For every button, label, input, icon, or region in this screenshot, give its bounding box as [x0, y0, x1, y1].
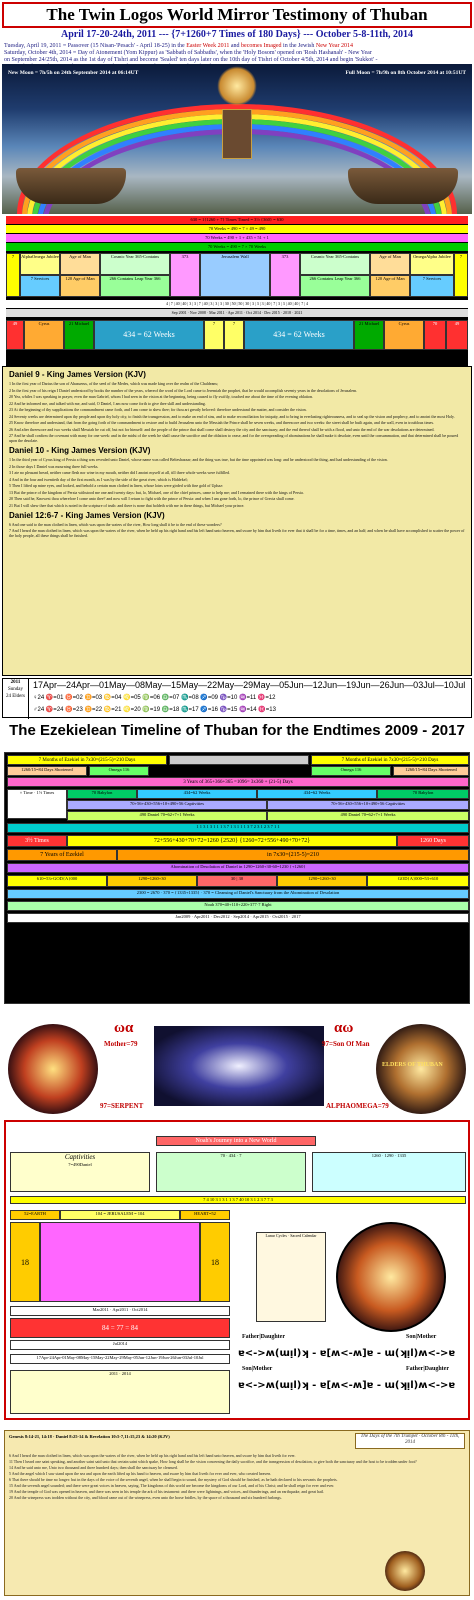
cell-49-left: 49 — [6, 320, 24, 350]
date-axis-1: Mar2011 · Apr2011 · Oct2014 — [10, 1306, 230, 1316]
cell-21-michael: 21 Michael — [64, 320, 94, 350]
textual-panel: Lunar Cycles · Sacred Calendar — [256, 1232, 326, 1322]
verse: 5 And the angel which I saw stand upon the sea and upon the earth lifted up his hand to heaven, and sware by him that liveth for ever and ever, who created heaven. — [9, 1471, 272, 1476]
elders-label: ELDERS OF THUBAN — [382, 1062, 443, 1068]
verse: 20 And the winepress was trodden without the city, and blood came out of the winepress, even unto the horse bridles, by the space of a thousand and six hundred furlongs. — [9, 1495, 282, 1500]
verse: 14 And he said unto me, Unto two thousand and three hundred days; then shall the sanctuary be cleansed. — [9, 1465, 178, 1470]
page-title: The Twin Logos World Mirror Testimony of Thuban — [46, 5, 428, 24]
ark-right-icon — [348, 168, 458, 204]
verse: 3 I ate no pleasant bread, neither came flesh nor wine in my mouth, neither did I anoint myself at all, till three whole weeks were fulfilled. — [9, 470, 231, 475]
frame3-number-row: 7 4 10 3 1 3 1 1 3 7 40 10 3 1 2 3 7 7 3 — [10, 1196, 466, 1204]
verse: 4 And in the four and twentieth day of the first month, as I was by the side of the great river, which is Hiddekel; — [9, 476, 188, 482]
cell-18b: 18 — [200, 1222, 230, 1302]
cell-age-man: Age of Man — [60, 253, 100, 275]
cell-434-egypt-b: 434=62 Weeks — [257, 789, 377, 799]
verse: 21 But I will shew thee that which is noted in the scripture of truth: and there is none that holdeth with me in these things, but Michael your prince. — [9, 502, 245, 508]
kjv-scripture-box — [2, 366, 472, 676]
cell-noah: Noah 370=40+110+220+377·7 Right — [7, 901, 469, 911]
calendar-legend — [3, 679, 29, 719]
cell-7-mid: 7 — [204, 320, 224, 350]
verse: 13 But the prince of the kingdom of Persia withstood me one and twenty days: but, lo, Michael, one of the chief princes, came to help me; and I remained there with the kings of Persia. — [9, 489, 304, 495]
earth-label: 52=EARTH — [10, 1210, 60, 1220]
father-daughter-label: Father|Daughter — [242, 1334, 285, 1340]
cell-captivities-b: 70+56+430+556+10+490+56 Captivities — [267, 800, 469, 810]
son-mother-label: Son|Mother — [406, 1334, 437, 1340]
intro-seg: becomes Imaged — [241, 43, 282, 49]
verse: 26 And after threescore and two weeks shall Messiah be cut off, but not for himself: and the people of the prince that shall come shall destroy the city and the sanctuary; and the end thereof shall be with a flood, and unto the end of the war desolations are determined. — [9, 426, 435, 432]
cosmic-images — [4, 1006, 470, 1116]
timeline2-number-row: 1 1 3 1 3 1 1 1 3 7 1 3 1 1 1 3 7 2 3 1 2 3 7 1 1 — [7, 823, 469, 833]
seal-orb-icon — [385, 1551, 425, 1591]
cell-7-services-b: 7 Services — [410, 275, 454, 297]
cell-266b: 266 Contains Leap Year 366 — [300, 275, 370, 297]
seal-banner: The Days of the 7th Trumpet · October 8th - 11th, 2014 — [355, 1433, 465, 1449]
cell-times-expr: 72+556+430+70+72=1260 {2520} {1260=72+556+490+70+72} — [67, 835, 397, 847]
nested-diagram — [40, 1222, 200, 1302]
figure-panel-icon — [222, 109, 252, 159]
cell-shortened: 1260/15=84 Days Shortened — [7, 766, 87, 776]
cell-434-62-weeks: 434 = 62 Weeks — [94, 320, 204, 350]
cell-cosmic-year: Cosmic Year 365-Contains — [100, 253, 170, 275]
cell-abomination: Abomination of Desolation of Daniel in 1290=1260+30-60=1230 {+1260} — [7, 863, 469, 873]
intro-line-2: Saturday, October 4th, 2014 = Day of Atonement (Yom Kippur) as 'Sabbath of Sabbaths', when the 'Holy Bosom' opened on 'Rosh Hashanah' - New Year — [4, 50, 372, 56]
cell-captivities: 70+56+430+556+10+490+56 Captivities — [67, 800, 267, 810]
new-moon-label: New Moon = 7h/5h on 24th September 2014 at 06:14UT — [8, 70, 139, 76]
cell-cyrus-b: Cyrus — [384, 320, 424, 350]
serpent-label: 97=SERPENT — [100, 1102, 144, 1110]
cell-cyrus: Cyrus — [24, 320, 64, 350]
cell-times-legend: × Time · 1½ Times — [7, 789, 67, 819]
date-label: Mar2011 — [92, 1307, 109, 1312]
planet-image-right — [376, 1024, 466, 1114]
full-moon-label: Full Moon = 7h/9h on 8th October 2014 at 10:51UT — [345, 70, 466, 76]
calendar-strip — [2, 678, 472, 718]
cell-18: 18 — [10, 1222, 40, 1302]
timeline-band-7x70: 70 Weeks = 490 = 7 × 70 Weeks — [6, 243, 468, 251]
verse: 2 In those days I Daniel was mourning three full weeks. — [9, 463, 99, 469]
title-box — [2, 2, 472, 28]
intro-seg: Easter Week 2011 — [186, 43, 230, 49]
calendar-row-1: ♀24 ♈=01 ♉=02 ♊=03 ♋=04 ♌=05 ♍=06 ♎=07 ♏=08 ♐=09 ♑=10 ♒=11 ♓=12 — [33, 695, 276, 701]
cell-omega-b: Omega 116 — [311, 766, 391, 776]
alpha-omega-symbol: ωα — [114, 1020, 134, 1036]
jerusalem-label: 104 = JERUSALEM = 104 — [60, 1210, 180, 1220]
bottom-scripture-box — [4, 1430, 470, 1596]
verse: 5 Then I lifted up mine eyes, and looked, and behold a certain man clothed in linen, whose loins were girded with fine gold of Uphaz: — [9, 483, 224, 488]
daniel-12-heading: Daniel 12:6-7 - King James Version (KJV) — [9, 510, 165, 520]
dates-row-frame3: 17Apr-24Apr-01May-08May-15May-22May-29May-05Jun-12Jun-19Jun-26Jun-03Jul-10Jul — [10, 1354, 230, 1364]
timeline-band-490: 70 Weeks = 490 + 1 + 435 + 51 + 1 — [6, 234, 468, 242]
verse: 23 At the beginning of thy supplications the commandment came forth, and I am come to shew thee; for thou art greatly beloved: therefore understand the matter, and consider the vision. — [9, 407, 307, 412]
timeline-1 — [6, 216, 468, 366]
cell-daniel-490-b: 490 Daniel 70=62+7+1 Weeks — [267, 811, 469, 821]
cell-610-b: GOD{A}000=53+610 — [367, 875, 469, 887]
captivities-box — [10, 1152, 150, 1192]
ark-left-icon — [16, 168, 126, 204]
intro-line-1 — [4, 43, 470, 50]
cell-1290: 1290=1260+30 — [107, 875, 197, 887]
verse: 6 And I heard the man clothed in linen, which was upon the waters of the river, when he held up his right hand and his left hand unto heaven, and sware by him that liveth for ever. — [9, 1453, 296, 1458]
noah-frame — [4, 1120, 470, 1420]
right-diagram-box: 1260 · 1290 · 1335 — [312, 1152, 466, 1192]
heart-label: HEART=52 — [180, 1210, 230, 1220]
cell-7-months-ezekiel-b: 7 Months of Ezekiel in 7x30=(215-5)=210 Days — [311, 755, 469, 765]
verse: 11 Then I heard one saint speaking, and another saint said unto that certain saint which spake, How long shall be the vision concerning the daily sacrifice, and the transgression of desolation, to give both the sanctuary and the host to be trodden under foot? — [9, 1459, 417, 1464]
verse: 24 Seventy weeks are determined upon thy people and upon thy holy city, to finish the transgression, and to make an end of sins, and to make reconciliation for iniquity, and to bring in everlasting righteousness, and to seal up the vision and prophecy, and to anoint the most Holy. — [9, 413, 455, 419]
timeline-band-70weeks: 70 Weeks = 490 = 7 × 49 = 490 — [6, 225, 468, 233]
son-of-man-label: 97=Son Of Man — [322, 1040, 370, 1048]
calendar-mini-grid: 2011 · 2014 — [10, 1370, 230, 1414]
captivities-title: Captivities — [64, 1153, 96, 1161]
verse: 19 And the temple of God was opened in heaven, and there was seen in his temple the ark of his testament: and there were lightnings, and voices, and thunderings, and an earthquake, and great hail. — [9, 1489, 325, 1494]
date-line: April 17-20-24th, 2011 --- {7+1260+7 Times of 180 Days} --- October 5-8-11th, 2014 — [60, 29, 414, 40]
timeline2-dates: Jan2009 · Apr2011 · Dec2012 · Sep2014 · Apr2015 · Oct2015 · 2017 — [7, 913, 469, 923]
cell-7-years-ezekiel: 7 Years of Ezekiel — [7, 849, 117, 861]
cell-7-right: 7 — [454, 253, 468, 297]
cell-age-man-b: Age of Man — [370, 253, 410, 275]
verse: 20 Yea, whiles I was speaking in prayer, even the man Gabriel, whom I had seen in the vision at the beginning, being caused to fly swiftly, touched me about the time of the evening oblation. — [9, 394, 313, 399]
calendar-day: Sunday — [8, 687, 23, 692]
date-label: Apr2011 — [112, 1307, 129, 1312]
alphaomega-label: ALPHAOMEGA=79 — [326, 1102, 389, 1110]
timeline-number-row: 4 | 7 | 40 | 40 | 3 | 3 | 7 | 40 | 3 | 3 | 3 | 30 | 50 | 50 | 30 | 3 | 3 | 3 | 40 | 7 | 3 | 3 | 40 | 40 | 7 | 4 — [6, 300, 468, 308]
son-mother-label-2: Son|Mother — [242, 1366, 273, 1372]
zodiac-wheel-image — [336, 1222, 446, 1332]
cell-434-62-weeks-b: 434 = 62 Weeks — [244, 320, 354, 350]
cell-266: 266 Contains Leap Year 366 — [100, 275, 170, 297]
verse: 22 And he informed me, and talked with me, and said, O Daniel, I am now come forth to give thee skill and understanding. — [9, 400, 206, 406]
cell-1290-b: 1290=1260+30 — [277, 875, 367, 887]
cell-7-months-ezekiel: 7 Months of Ezekiel in 7x30=(215-5)=210 Days — [7, 755, 167, 765]
verse: 1 In the first year of Darius the son of Ahasuerus, of the seed of the Medes, which was made king over the realm of the Chaldeans; — [9, 381, 219, 386]
glyph-formula-2: ɐ<->ʍ(ɯᴉl)ʞ - ɐ[ʍ<-ʍ]ɐ - ɯ(ʞᴉl)ʍ<->ɐ — [238, 1380, 456, 1391]
cell-373: 373 — [170, 253, 200, 297]
timeline-band-630: 630 = 1{1260 + 7} Times Timed = 3½ {360} = 630 — [6, 216, 468, 224]
calendar-row-2: ♂24 ♈=24 ♉=23 ♊=22 ♋=21 ♌=20 ♍=19 ♎=18 ♏=17 ♐=16 ♑=15 ♒=14 ♓=13 — [33, 707, 276, 713]
cell-373b: 373 — [270, 253, 300, 297]
cell-cosmic-year-b: Cosmic Year 365-Contains — [300, 253, 370, 275]
cell-3-5-times: 3½ Times — [7, 835, 67, 847]
cell-120-age: 120 Age of Man — [60, 275, 100, 297]
calendar-year: 2011 — [10, 680, 21, 685]
verse: 1 In the third year of Cyrus king of Persia a thing was revealed unto Daniel, whose name was called Belteshazzar; and the thing was true, but the time appointed was long: and he understood the thing, and had understanding of the vision. — [9, 457, 388, 462]
cell-7-mid-b: 7 — [224, 320, 244, 350]
rainbow-sky-image — [2, 64, 472, 214]
omega-alpha-symbol: αω — [334, 1020, 354, 1036]
cell-610: 610=53+GOD{A}000 — [7, 875, 107, 887]
intro-seg: New Year 2014 — [315, 43, 354, 49]
ezekiel-timeline — [4, 752, 470, 1004]
date-label: Jul2014 — [112, 1341, 128, 1346]
cell-7-left: 7 — [6, 253, 20, 297]
cell-omega: Omega 116 — [89, 766, 149, 776]
verse: 27 And he shall confirm the covenant with many for one week: and in the midst of the week he shall cause the sacrifice and the oblation to cease, and for the overspreading of abominations he shall make it desolate, even until the consummation, and that determined shall be poured upon the desolate. — [9, 433, 459, 443]
cell-434-egypt: 434=62 Weeks — [137, 789, 257, 799]
daniel-10-heading: Daniel 10 - King James Version (KJV) — [9, 446, 151, 455]
verse: 6 And one said to the man clothed in linen, which was upon the waters of the river, How long shall it be to the end of these wonders? — [9, 521, 222, 527]
cell-120-age-b: 120 Age of Man — [370, 275, 410, 297]
nebula-image — [154, 1026, 324, 1106]
daniel-9-heading: Daniel 9 - King James Version (KJV) — [9, 370, 146, 379]
intro-seg: in the Jewish — [281, 43, 316, 49]
cell-70: 70 — [424, 320, 446, 350]
verse: 2 In the first year of his reign I Daniel understood by books the number of the years, whereof the word of the Lord came to Jeremiah the prophet, that he would accomplish seventy years in the desolations of Jerusalem. — [9, 387, 358, 393]
cell-1260-days: 1260 Days — [397, 835, 469, 847]
glyph-formula: ɐ<->ʍ(ɯᴉl)ʞ - ɐ[ʍ<-ʍ]ɐ - ɯ(ʞᴉl)ʍ<->ɐ — [238, 1348, 456, 1359]
cell-babylon-b: 70 Babylon — [377, 789, 469, 799]
calendar-dates: 17Apr—24Apr—01May—08May—15May—22May—29May—05Jun—12Jun—19Jun—26Jun—03Jul—10Jul — [33, 680, 466, 690]
calendar-elders: 24 Elders — [5, 694, 26, 699]
father-daughter-label-2: Father|Daughter — [406, 1366, 449, 1372]
date-axis-2 — [10, 1340, 230, 1350]
noah-journey: Noah's Journey into a New World — [156, 1136, 316, 1146]
cell-21-michael-b: 21 Michael — [354, 320, 384, 350]
cell-daniel-490: 490 Daniel 70=62+7+1 Weeks — [67, 811, 267, 821]
cell-84-77-84: 84 = 77 = 84 — [10, 1318, 230, 1338]
cell-49-right: 49 — [446, 320, 468, 350]
cell-omega-jubilee: OmegaAlpha Jubilee — [410, 253, 454, 275]
cell-mid-top — [169, 755, 309, 765]
cell-2300: 2300 = 2670 · 370 = {1335+1335} · 370 = Cleansing of Daniel's Sanctuary from the Abomination of Desolation — [7, 889, 469, 899]
mid-diagram-box: 70 · 434 · 7 — [156, 1152, 306, 1192]
verse: 25 Know therefore and understand, that from the going forth of the commandment to restore and to build Jerusalem unto the Messiah the Prince shall be seven weeks, and threescore and two weeks: the street shall be built again, and the wall, even in troublous times. — [9, 420, 434, 425]
captivities-daniel: 7=490Daniel — [68, 1162, 92, 1167]
verse: 7 And I heard the man clothed in linen, which was upon the waters of the river, when he held up his right hand and his left hand unto heaven, and sware by him that liveth for ever that it shall be for a time, times, and an half; and when he shall have accomplished to scatter the power of the holy people, all these things shall be finished. — [9, 528, 465, 538]
sun-glow-icon — [217, 66, 257, 106]
verse: 15 And the seventh angel sounded; and there were great voices in heaven, saying, The kingdoms of this world are become the kingdoms of our Lord, and of his Christ; and he shall reign for ever and ever. — [9, 1483, 335, 1488]
cell-mid-timeline2: 30 | 30 — [197, 875, 277, 887]
verse: 20 Then said he, Knowest thou wherefore I come unto thee? and now will I return to fight with the prince of Persia: and when I am gone forth, lo, the prince of Grecia shall come. — [9, 496, 295, 501]
section-2-title: The Ezekielean Timeline of Thuban for the Endtimes 2009 - 2017 — [9, 722, 465, 739]
timeline-date-row: Sep 2001 · Nov 2008 · Mar 2011 · Apr 2011 · Oct 2014 · Dec 2015 · 2018 · 2021 — [6, 309, 468, 317]
cell-7-services: 7 Services — [20, 275, 60, 297]
intro-seg: and — [229, 43, 242, 49]
intro-seg: Tuesday, April 19, 2011 = Passover (15 Nisan-'Pesach' - April 18-25) in the — [4, 43, 187, 49]
intro-line-3: on September 24/25th, 2014 as the 1st day of Tishri and become 'Sealed' ten days later on the 10th day of Tishri of October 4/5th, 2014 and begin 'Sukkot' - — [4, 57, 378, 63]
bottom-header: Genesis 8:14-21, 14:18 · Daniel 8:25-14 & Revelation 10:5-7,11:15,23 & 14:20 (KJV) — [9, 1434, 170, 1439]
cell-babylon: 70 Babylon — [67, 789, 137, 799]
cell-3-years: 3 Years of 365+366+365 =1096= 3x360 + (21-5) Days — [7, 777, 469, 787]
planet-image-left — [8, 1024, 98, 1114]
cell-jerusalem-wall: Jerusalem Wall — [200, 253, 270, 297]
cell-ezekiel-expr: in 7x30=(215-5)=210 — [117, 849, 469, 861]
cell-shortened-b: 1260/15=84 Days Shortened — [393, 766, 469, 776]
date-label: Oct2014 — [131, 1307, 148, 1312]
cell-alpha-jubilee: AlphaOmega Jubilee — [20, 253, 60, 275]
verse: 6 That there should be time no longer: but in the days of the voice of the seventh angel, when he shall begin to sound, the mystery of God should be finished, as he hath declared to his servants the prophets. — [9, 1477, 338, 1482]
mother-label: Mother=79 — [104, 1040, 138, 1048]
